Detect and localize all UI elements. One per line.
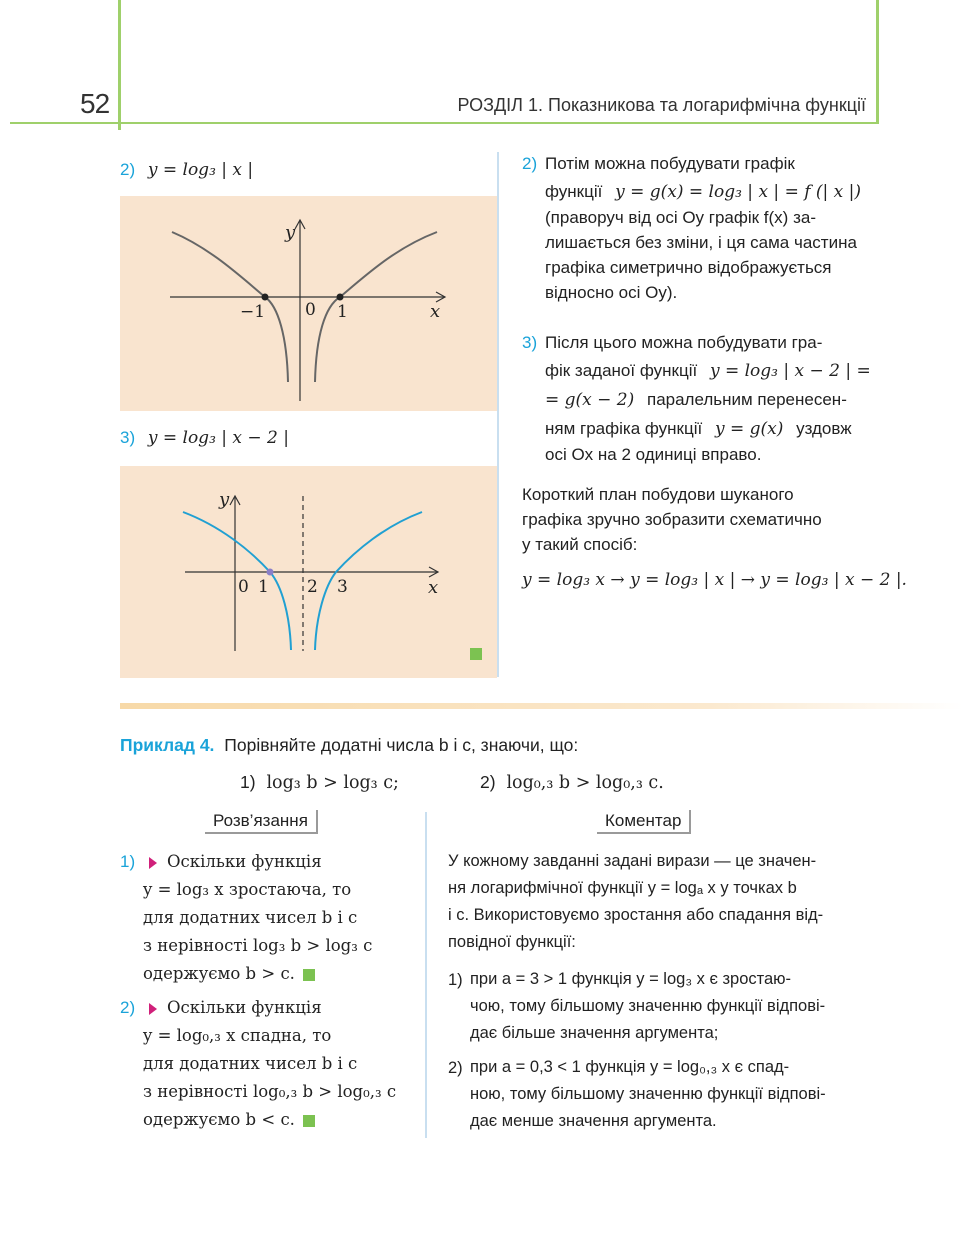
graph2-tick-1: 1 [258, 577, 269, 597]
graph2-y-label: y [219, 489, 230, 510]
commentary-intro [448, 848, 880, 956]
solution-2-line5 [143, 1106, 418, 1134]
step-2-line2 [545, 179, 878, 205]
step-3-formula-b: = g(x − 2) [545, 390, 635, 410]
section-separator [120, 703, 963, 709]
solution-1-number: 1) [120, 852, 136, 871]
commentary-1 [470, 966, 880, 1047]
graph1-tick-1: 1 [337, 302, 348, 322]
step-2-number [522, 151, 537, 176]
plan-line3: у такий спосіб: [522, 535, 638, 554]
step-3-text [545, 330, 878, 467]
graph2-tick-2: 2 [307, 577, 318, 597]
step-3-line4 [545, 416, 878, 442]
step-2-line3: (праворуч від осі Oy графік f(x) за- [545, 208, 816, 227]
item-2-label [120, 160, 253, 180]
graph1-tick-neg1: −1 [240, 302, 266, 322]
graph2-tick-3: 3 [337, 577, 348, 597]
graph1-x-label: x [430, 301, 441, 322]
solution-1-line5 [143, 960, 413, 988]
commentary-intro-line2: ня логарифмічної функції y = logₐ x у точках b [448, 879, 797, 897]
solution-2 [143, 994, 418, 1134]
commentary-1-line3: дає більше значення аргумента; [470, 1024, 719, 1042]
plan-line1: Короткий план побудови шуканого [522, 485, 794, 504]
graph-log3-abs-x [120, 196, 497, 411]
graph1-origin-label: 0 [305, 300, 316, 320]
solution-1-line4: з нерівності log₃ b > log₃ c [143, 936, 373, 955]
step-2-text [545, 151, 878, 305]
solution-1-text5: одержуємо b > c. [143, 964, 295, 983]
step-2-line5: графіка симетрично відображується [545, 258, 832, 277]
commentary-intro-line4: повідної функції: [448, 933, 576, 951]
cond-2-num: 2) [480, 772, 496, 792]
item-2-formula: y = log₃ | x | [147, 160, 254, 180]
example-condition-2 [480, 772, 664, 793]
graph-panel-2 [120, 466, 497, 678]
example-label: Приклад 4. [120, 735, 215, 755]
graph-panel-1 [120, 196, 497, 411]
step-2-line2-pre: функції [545, 182, 603, 201]
solution-tag: Розв’язання [205, 810, 318, 834]
commentary-1-line2: чою, тому більшому значенню функції відпові- [470, 997, 826, 1015]
commentary-2-line1: при a = 0,3 < 1 функція y = log₀,₃ x є спад- [470, 1058, 790, 1076]
commentary-2-line3: дає менше значення аргумента. [470, 1112, 717, 1130]
plan-formula: y = log₃ x → y = log₃ | x | → y = log₃ | x − 2 |. [522, 570, 907, 590]
plan-text [522, 482, 878, 557]
solution-2-text1: Оскільки функція [167, 998, 322, 1017]
item-2-number: 2) [120, 160, 136, 179]
solution-1-line1 [143, 848, 413, 876]
graph2-x-label: x [428, 577, 439, 598]
cond-1-num: 1) [240, 772, 256, 792]
graph1-y-label: y [285, 222, 296, 243]
step-3-line4-pre: ням графіка функції [545, 419, 703, 438]
step-2-line1: Потім можна побудувати графік [545, 154, 795, 173]
step-3-line1: Після цього можна побудувати гра- [545, 333, 823, 352]
solution-1-text1: Оскільки функція [167, 852, 322, 871]
solution-2-line3: для додатних чисел b і c [143, 1054, 358, 1073]
header-frame-left [118, 0, 121, 130]
step-3-line4-post: уздовж [796, 419, 852, 438]
step-3-line3-post: паралельним перенесен- [646, 390, 847, 409]
commentary-2-number: 2) [448, 1059, 463, 1077]
solution-1-line2: y = log₃ x зростаюча, то [143, 880, 352, 899]
commentary-1-number: 1) [448, 971, 463, 989]
plan-line2: графіка зручно зобразити схематично [522, 510, 822, 529]
step-3-line2 [545, 358, 878, 384]
step-2-line6: відносно осі Oy). [545, 283, 678, 302]
step-3-num: 3) [522, 333, 538, 352]
column-divider-bottom [425, 812, 427, 1138]
example-heading [120, 735, 578, 756]
item-3-number: 3) [120, 428, 136, 447]
step-3-formula-c: y = g(x) [714, 419, 784, 439]
solution-2-text5: одержуємо b < c. [143, 1110, 295, 1129]
step-3-number [522, 330, 537, 355]
page-number: 52 [80, 88, 110, 119]
item-3-formula: y = log₃ | x − 2 | [147, 428, 290, 448]
solution-2-line4: з нерівності log₀,₃ b > log₀,₃ c [143, 1082, 397, 1101]
item-3-label [120, 428, 289, 448]
arrow-marker-icon [149, 857, 157, 869]
end-square-icon [303, 1115, 315, 1127]
header-frame-right [876, 0, 879, 122]
step-2-line4: лишається без зміни, і ця сама частина [545, 233, 857, 252]
solution-1-line3: для додатних чисел b і c [143, 908, 358, 927]
step-3-line5: осі Ox на 2 одиниці вправо. [545, 445, 762, 464]
arrow-marker-icon [149, 1003, 157, 1015]
solution-2-line1 [143, 994, 418, 1022]
solution-2-line2: y = log₀,₃ x спадна, то [143, 1026, 332, 1045]
graph2-origin-label: 0 [238, 577, 249, 597]
cond-1-formula: log₃ b > log₃ c; [266, 773, 399, 793]
commentary-intro-line1: У кожному завданні задані вирази — це значен- [448, 852, 817, 870]
commentary-2 [470, 1054, 880, 1135]
step-3-line2-pre: фік заданої функції [545, 361, 698, 380]
running-head: РОЗДІЛ 1. Показникова та логарифмічна функції [457, 95, 866, 115]
step-3-formula-a: y = log₃ | x − 2 | = [709, 361, 871, 381]
step-2-formula: y = g(x) = log₃ | x | = f (| x |) [615, 182, 862, 202]
solution-1 [143, 848, 413, 988]
step-2-num: 2) [522, 154, 538, 173]
cond-2-formula: log₀,₃ b > log₀,₃ c. [506, 773, 664, 793]
end-square-icon [303, 969, 315, 981]
header-rule [10, 122, 879, 124]
commentary-1-line1: при a = 3 > 1 функція y = log₃ x є зростаю- [470, 970, 792, 988]
column-divider-top [497, 152, 499, 677]
commentary-intro-line3: і c. Використовуємо зростання або спадання від- [448, 906, 824, 924]
step-3-line3 [545, 387, 878, 413]
commentary-tag: Коментар [597, 810, 691, 834]
graph-log3-abs-x-minus-2 [120, 466, 497, 678]
commentary-2-line2: ною, тому більшому значенню функції відпові- [470, 1085, 826, 1103]
example-text: Порівняйте додатні числа b і c, знаючи, що: [224, 735, 579, 755]
solution-2-number: 2) [120, 998, 136, 1017]
example-condition-1 [240, 772, 399, 793]
